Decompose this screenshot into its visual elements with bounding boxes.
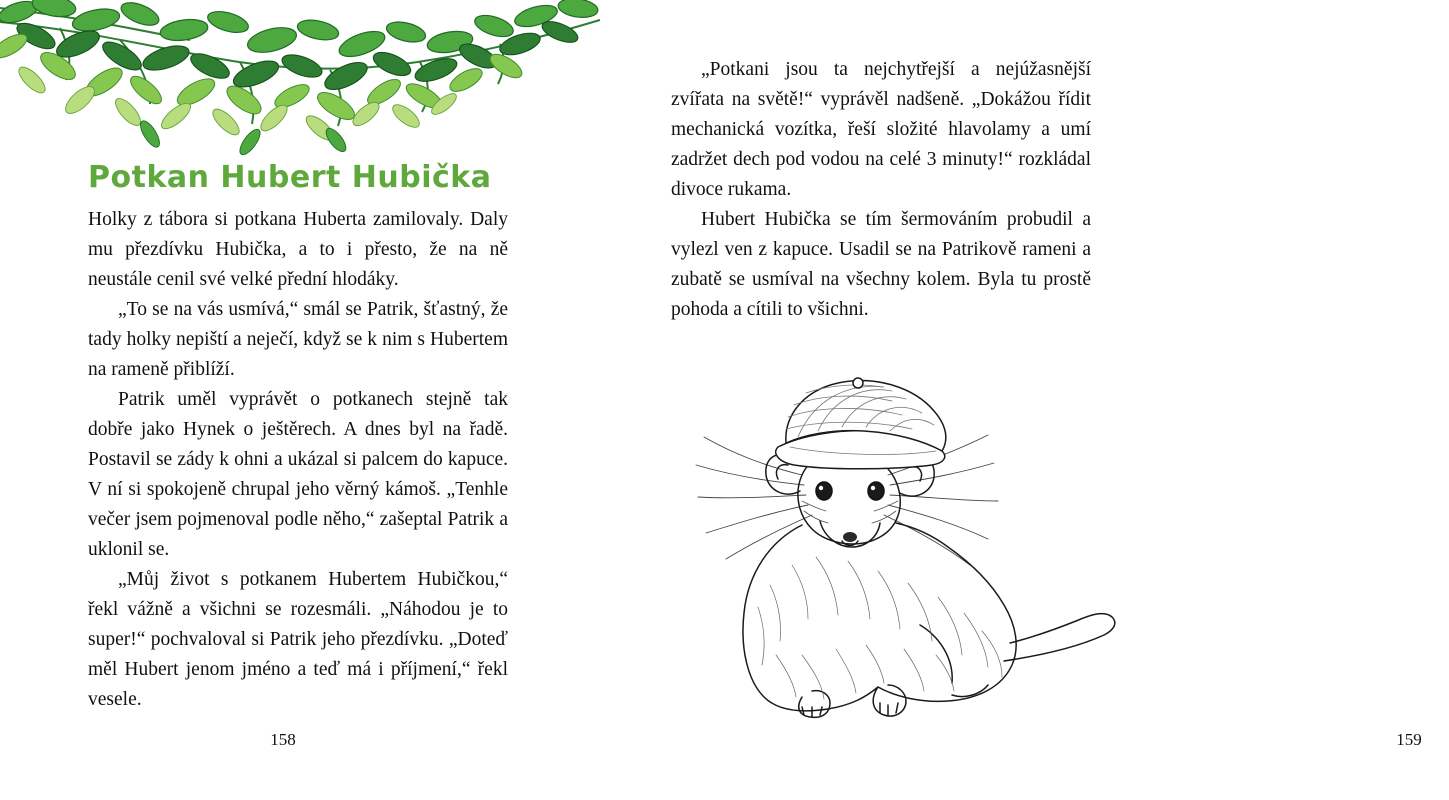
paragraph: Hubert Hubička se tím šermováním probudil a vylezl ven z kapuce. Usadil se na Patrikově rameni a zubatě se usmíval na všechny kolem. Byla tu prostě pohoda a cítili to všichni. — [671, 209, 1091, 320]
paragraph: „To se na vás usmívá,“ smál se Patrik, šťastný, že tady holky nepiští a neječí, když se k nim s Hubertem na rameně přiblíží. — [88, 299, 508, 380]
paragraph: „Můj život s potkanem Hubertem Hubičkou,“ řekl vážně a všichni se rozesmáli. „Náhodou je to super!“ pochvaloval si Patrik jeho přezdívku. „Doteď měl Hubert jenom jméno a teď má i příjmení,“ řekl vesele. — [88, 569, 508, 710]
paragraph: Patrik uměl vyprávět o potkanech stejně tak dobře jako Hynek o ještěrech. A dnes byl na řadě. Postavil se zády k ohni a ukázal si palcem do kapuce. V ní si spokojeně chrupal jeho věrný kámoš. „Tenhle večer jsem pojmenoval podle něho,“ zašeptal Patrik a uklonil se. — [88, 389, 508, 560]
left-page — [0, 0, 565, 800]
page-number: 158 — [270, 730, 296, 749]
paragraph: „Potkani jsou ta nejchytřejší a nejúžasnější zvířata na světě!“ vyprávěl nadšeně. „Dokážou řídit mechanická vozítka, řeší složité hlavolamy a umí zadržet dech pod vodou na celé 3 minuty!“ rozkládal divoce rukama. — [671, 59, 1091, 200]
right-page-text-column — [671, 55, 1091, 325]
rat-with-flat-cap-drawing — [652, 325, 1122, 725]
left-page-text-column — [88, 205, 508, 715]
paragraph: Holky z tábora si potkana Huberta zamilovaly. Daly mu přezdívku Hubička, a to i přesto, že na ně neustále cenil své velké přední hlodáky. — [88, 209, 508, 290]
page-number: 159 — [1396, 730, 1422, 749]
chapter-title: Potkan Hubert Hubička — [88, 160, 492, 196]
